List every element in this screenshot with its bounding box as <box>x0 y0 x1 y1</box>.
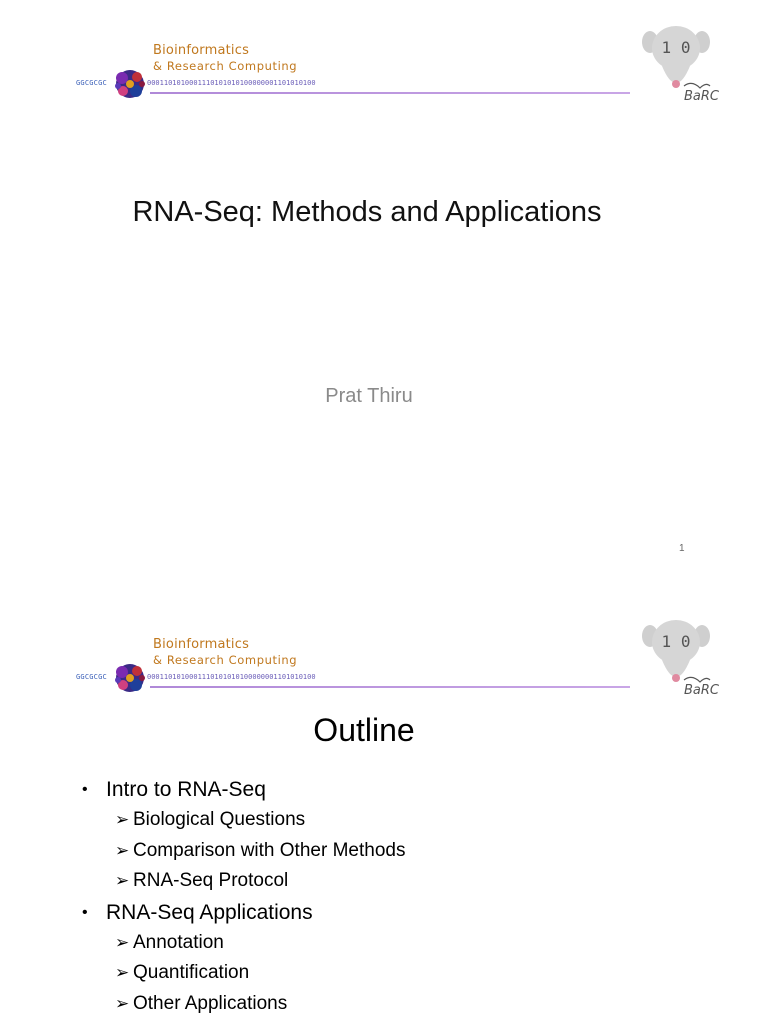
slide-title: RNA-Seq: Methods and Applications <box>132 196 602 228</box>
outline-subitem-label: RNA-Seq Protocol <box>133 870 289 891</box>
outline-subitem-label: Other Applications <box>133 992 288 1014</box>
binary-string: 0001101010001110101010100000001101010100 <box>147 673 316 681</box>
arrow-bullet-icon: ➢ <box>115 932 130 952</box>
molecule-icon <box>110 658 150 698</box>
arrow-bullet-icon: ➢ <box>115 810 130 829</box>
outline-list <box>82 774 405 1019</box>
arrow-bullet-icon: ➢ <box>115 871 130 890</box>
arrow-bullet-icon: ➢ <box>115 963 130 982</box>
outline-subitem-label: Comparison with Other Methods <box>133 839 406 861</box>
header-rule <box>150 686 630 688</box>
slide-2 <box>0 594 768 1024</box>
page-number: 1 <box>679 543 685 554</box>
outline-subitem <box>82 805 405 836</box>
outline-subitem-label: Biological Questions <box>133 809 306 830</box>
brand-subtitle: & Research Computing <box>153 59 298 73</box>
barc-logo <box>640 616 719 698</box>
arrow-bullet-icon: ➢ <box>115 840 130 860</box>
slide-header <box>0 0 768 110</box>
bullet-icon: • <box>82 903 88 921</box>
svg-text:BaRC: BaRC <box>684 89 719 104</box>
sequence-text: GGCGCGC <box>76 673 107 681</box>
brand-name: Bioinformatics <box>153 43 250 58</box>
outline-subitem <box>82 836 405 867</box>
outline-subitem <box>82 958 405 989</box>
header-rule <box>150 92 630 94</box>
outline-subitem-label: Quantification <box>133 962 250 983</box>
outline-subitem <box>82 989 405 1020</box>
slide-title: Outline <box>313 712 415 748</box>
outline-item <box>82 897 405 928</box>
slide-header <box>0 594 768 704</box>
svg-text:1 0: 1 0 <box>661 632 691 651</box>
outline-subitem-label: Annotation <box>133 931 224 953</box>
arrow-bullet-icon: ➢ <box>115 993 130 1013</box>
sequence-text: GGCGCGC <box>76 79 107 87</box>
molecule-icon <box>110 64 150 104</box>
outline-subitem <box>82 928 405 959</box>
bullet-icon: • <box>82 781 88 798</box>
brand-name: Bioinformatics <box>153 637 250 652</box>
barc-logo <box>640 22 719 104</box>
author-name: Prat Thiru <box>325 385 413 407</box>
svg-text:BaRC: BaRC <box>684 683 719 698</box>
outline-item-label: Intro to RNA-Seq <box>106 778 266 801</box>
outline-item-label: RNA-Seq Applications <box>106 900 313 924</box>
outline-item <box>82 774 405 805</box>
binary-string: 0001101010001110101010100000001101010100 <box>147 79 316 87</box>
svg-text:1 0: 1 0 <box>661 38 691 57</box>
brand-subtitle: & Research Computing <box>153 653 298 667</box>
outline-subitem <box>82 866 405 897</box>
